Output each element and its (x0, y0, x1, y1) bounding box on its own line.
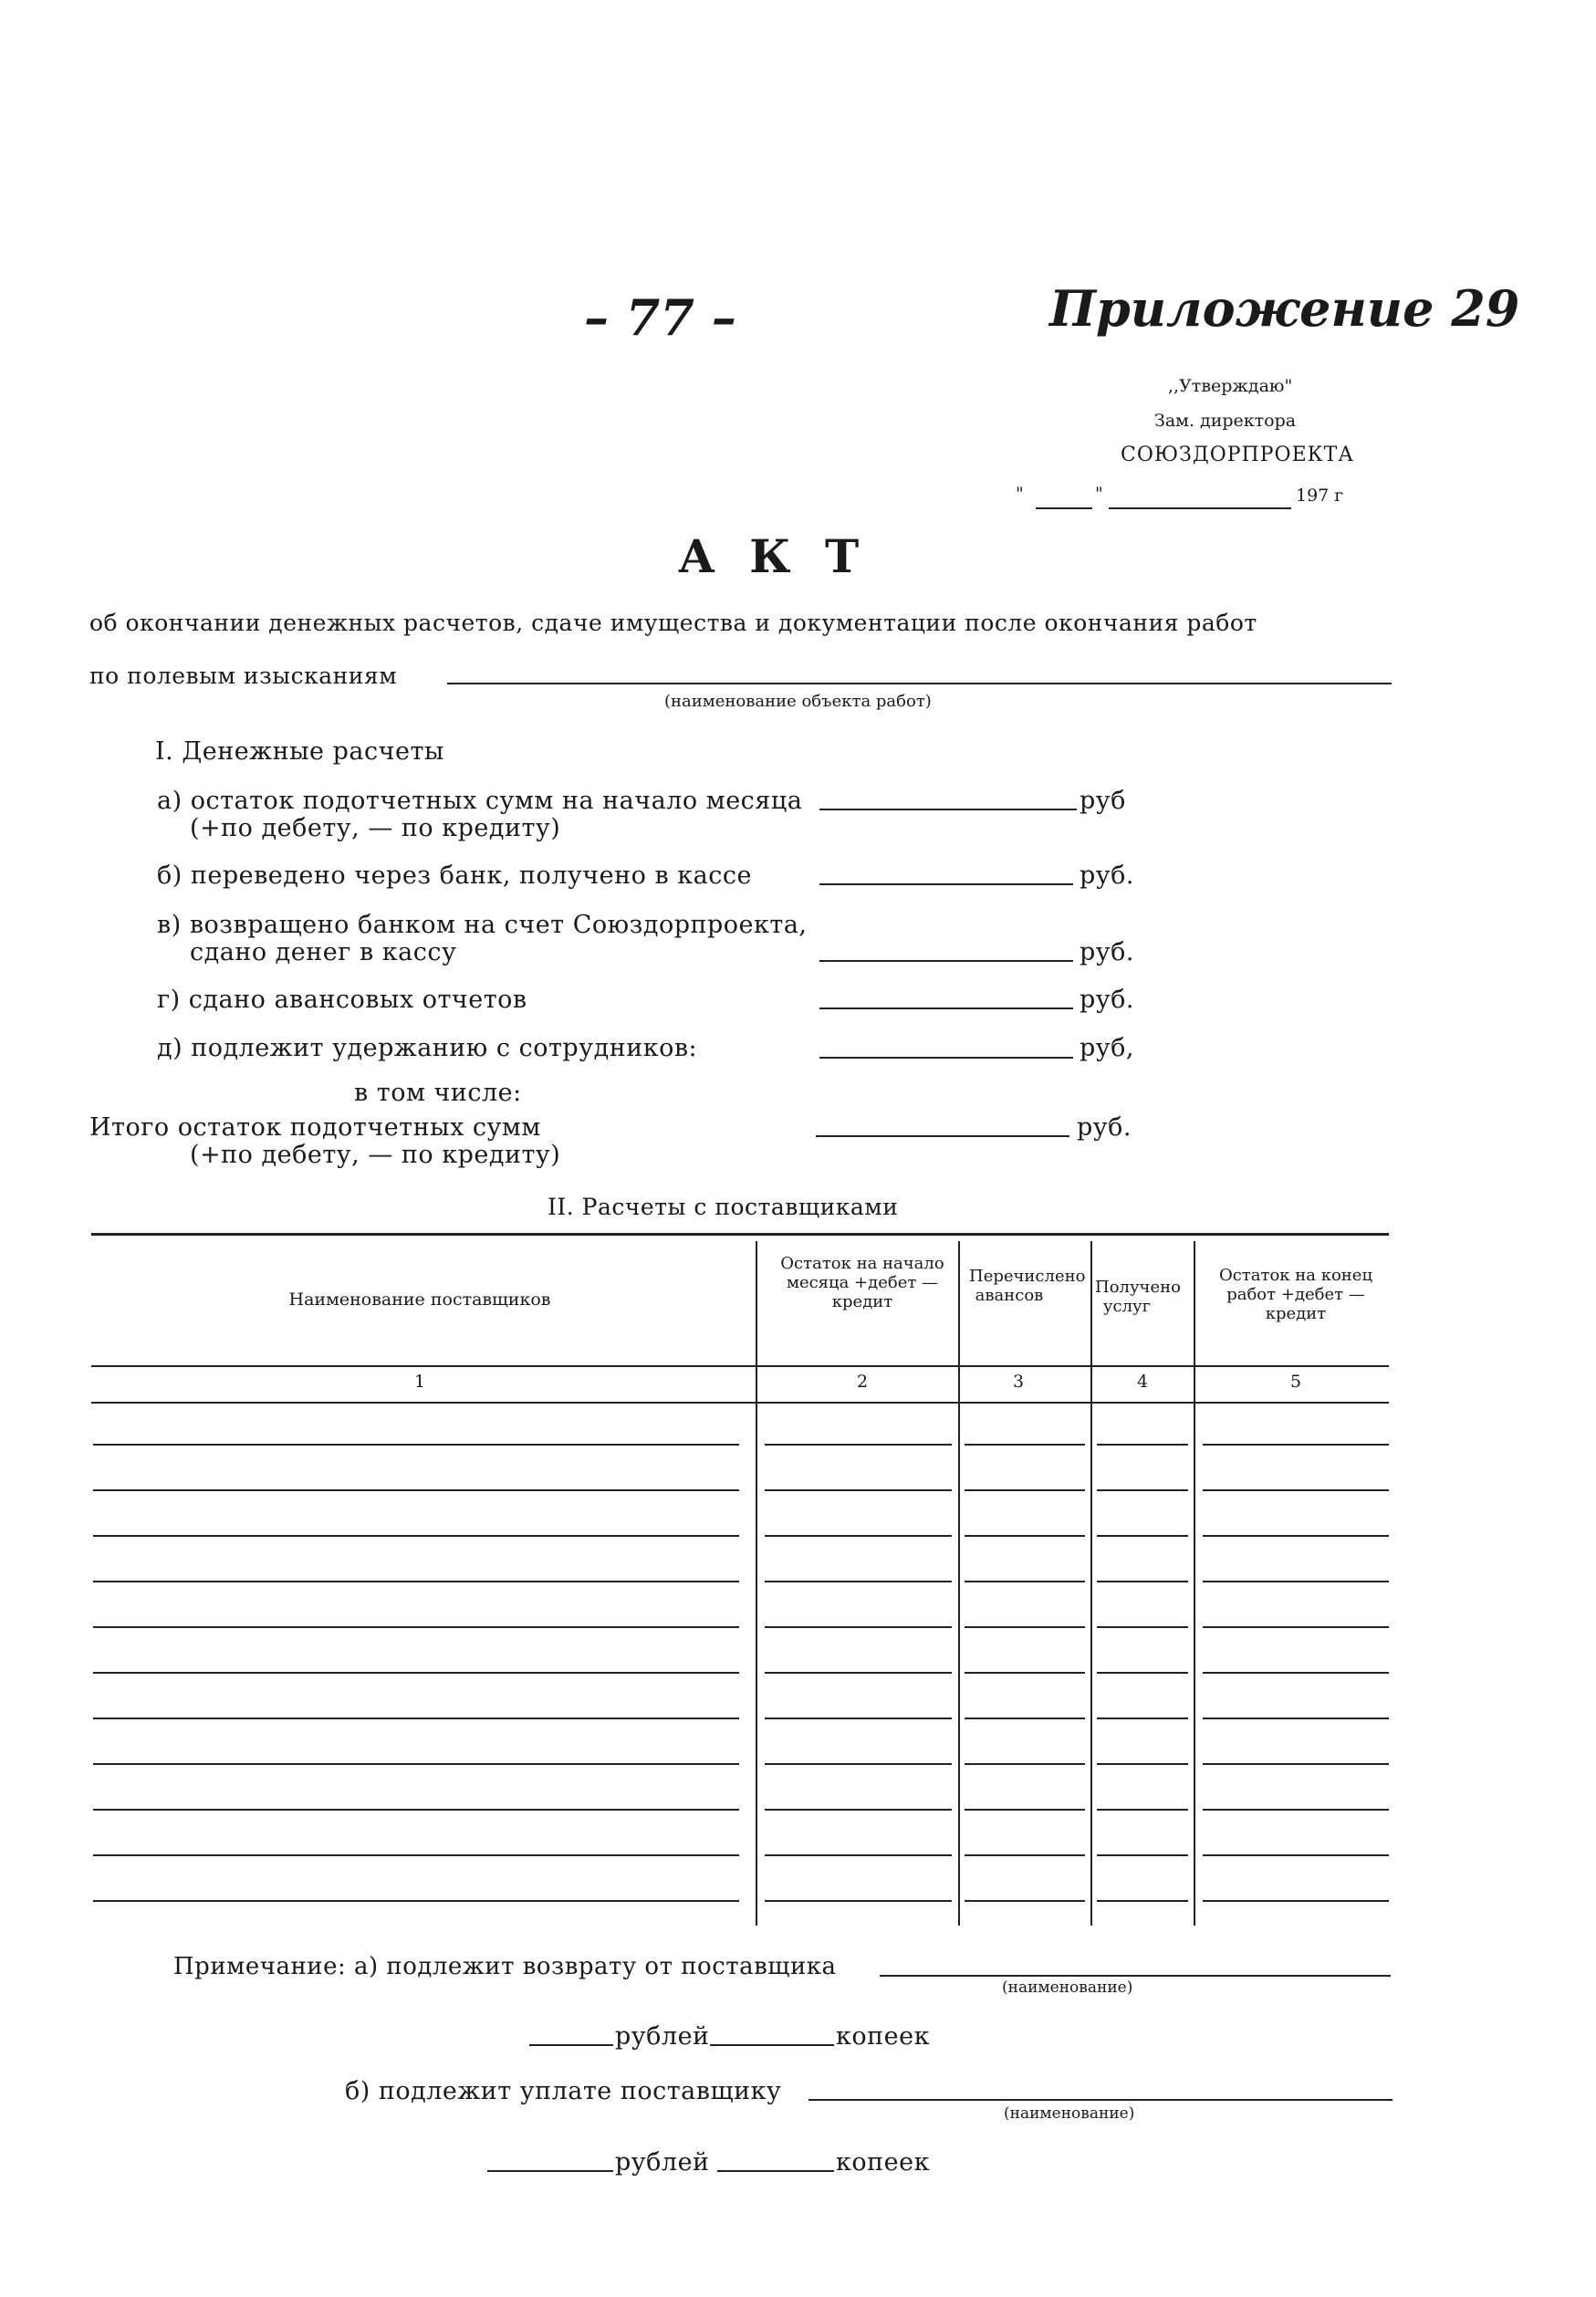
table-row-line (93, 1718, 739, 1719)
subtitle-line-1: об окончании денежных расчетов, сдаче имущества и документации после окончания работ (89, 610, 1257, 636)
table-row-line (1097, 1626, 1188, 1628)
col5-number: 5 (1289, 1372, 1302, 1392)
table-row-line (965, 1626, 1085, 1628)
object-name-line (447, 683, 1392, 684)
item-e-unit: руб, (1080, 1034, 1135, 1062)
table-row-line (965, 1900, 1085, 1902)
total-label-2: (+по дебету, — по кредиту) (190, 1141, 561, 1169)
table-row-line (1097, 1763, 1188, 1765)
item-a-label: а) остаток подотчетных сумм на начало месяца (157, 787, 803, 815)
item-e-label: д) подлежит удержанию с сотрудников: (157, 1034, 698, 1062)
col-divider-2 (958, 1241, 960, 1926)
col-divider-3 (1090, 1241, 1092, 1926)
table-row-line (765, 1489, 952, 1491)
col2-number: 2 (856, 1372, 869, 1392)
table-row-line (965, 1489, 1085, 1491)
table-row-line (1203, 1626, 1389, 1628)
col5-header: Остаток на конец работ +дебет —кредит (1218, 1266, 1373, 1323)
table-row-line (1203, 1718, 1389, 1719)
note-a-label: Примечание: а) подлежит возврату от поставщика (173, 1953, 837, 1980)
table-top-rule (91, 1233, 1389, 1236)
table-row-line (1203, 1900, 1389, 1902)
table-row-line (93, 1581, 739, 1582)
item-a-unit: руб (1080, 787, 1126, 815)
table-row-line (965, 1581, 1085, 1582)
table-row-line (1097, 1718, 1188, 1719)
table-row-line (765, 1581, 952, 1582)
item-a-label-2: (+по дебету, — по кредиту) (190, 814, 561, 842)
table-row-line (965, 1763, 1085, 1765)
item-c-value-line (819, 960, 1073, 962)
table-row-line (765, 1854, 952, 1856)
in-that-label: в том числе: (354, 1079, 522, 1107)
col1-number: 1 (413, 1372, 426, 1392)
table-row-line (93, 1489, 739, 1491)
table-row-line (765, 1535, 952, 1537)
approval-year: 197 г (1296, 486, 1344, 506)
appendix-label: Приложение 29 (1049, 279, 1520, 338)
section2-heading: II. Расчеты с поставщиками (548, 1194, 899, 1220)
table-row-line (93, 1444, 739, 1446)
note-a-kop: копеек (836, 2022, 930, 2051)
table-row-line (1203, 1581, 1389, 1582)
item-b-label: б) переведено через банк, получено в кассе (157, 861, 752, 890)
table-row-line (1203, 1809, 1389, 1811)
table-row-line (1097, 1444, 1188, 1446)
table-row-line (93, 1763, 739, 1765)
item-a-value-line (819, 809, 1077, 810)
object-caption: (наименование объекта работ) (664, 692, 932, 711)
item-b-unit: руб. (1080, 861, 1135, 890)
note-b-caption: (наименование) (1004, 2104, 1135, 2123)
table-row-line (1097, 1900, 1188, 1902)
table-row-line (1097, 1672, 1188, 1674)
note-b-kop: копеек (836, 2148, 930, 2177)
table-row-line (1203, 1489, 1389, 1491)
item-c-label-2: сдано денег в кассу (190, 938, 457, 966)
item-d-unit: руб. (1080, 986, 1135, 1014)
approval-day-line (1036, 507, 1092, 509)
table-row-line (965, 1535, 1085, 1537)
table-row-line (765, 1809, 952, 1811)
col3-number: 3 (1012, 1372, 1025, 1392)
table-row-line (93, 1626, 739, 1628)
note-a-kop-line (710, 2044, 834, 2046)
approval-date-open-quote: " (1016, 484, 1024, 504)
note-a-caption: (наименование) (1002, 1979, 1133, 1997)
subtitle-line-2: по полевым изысканиям (89, 663, 398, 689)
note-b-name-line (808, 2099, 1393, 2101)
table-row-line (765, 1900, 952, 1902)
note-b-label: б) подлежит уплате поставщику (345, 2077, 782, 2105)
table-row-line (965, 1718, 1085, 1719)
col4-header: Получено услуг (1095, 1278, 1181, 1316)
section1-heading: I. Денежные расчеты (155, 737, 444, 766)
note-b-rub-line (487, 2170, 613, 2172)
table-row-line (1203, 1444, 1389, 1446)
table-row-line (1097, 1489, 1188, 1491)
item-c-unit: руб. (1080, 938, 1135, 966)
approval-position: Зам. директора (1154, 411, 1297, 431)
total-label: Итого остаток подотчетных сумм (89, 1113, 541, 1142)
table-row-line (765, 1444, 952, 1446)
col3-header: Перечислено авансов (969, 1267, 1086, 1305)
table-row-line (93, 1809, 739, 1811)
table-row-line (765, 1763, 952, 1765)
approval-approve: ,,Утверждаю" (1168, 376, 1293, 396)
table-row-line (1097, 1581, 1188, 1582)
note-b-rub: рублей (615, 2148, 710, 2177)
table-row-line (965, 1672, 1085, 1674)
note-a-rub-line (529, 2044, 613, 2046)
table-row-line (1097, 1809, 1188, 1811)
table-row-line (93, 1900, 739, 1902)
document-title: А К Т (678, 529, 869, 583)
table-row-line (1097, 1535, 1188, 1537)
note-a-name-line (880, 1975, 1391, 1977)
col1-header: Наименование поставщиков (288, 1289, 551, 1310)
total-value-line (816, 1135, 1069, 1137)
table-row-line (965, 1809, 1085, 1811)
table-row-line (1203, 1672, 1389, 1674)
table-row-line (765, 1718, 952, 1719)
col-divider-1 (756, 1241, 757, 1926)
col-divider-4 (1194, 1241, 1195, 1926)
table-row-line (965, 1444, 1085, 1446)
item-d-value-line (819, 1008, 1073, 1009)
table-row-line (1203, 1854, 1389, 1856)
item-d-label: г) сдано авансовых отчетов (157, 986, 527, 1014)
table-row-line (765, 1626, 952, 1628)
approval-org: СОЮЗДОРПРОЕКТА (1121, 444, 1354, 466)
col4-number: 4 (1136, 1372, 1149, 1392)
item-e-value-line (819, 1057, 1073, 1059)
total-unit: руб. (1077, 1113, 1132, 1142)
page-number: – 77 – (584, 288, 736, 347)
table-row-line (93, 1535, 739, 1537)
table-row-line (93, 1854, 739, 1856)
item-c-label: в) возвращено банком на счет Союздорпроекта, (157, 911, 808, 939)
table-row-line (765, 1672, 952, 1674)
approval-month-line (1109, 507, 1291, 509)
note-b-kop-line (717, 2170, 834, 2172)
table-row-line (1097, 1854, 1188, 1856)
col2-header: Остаток на начало месяца +дебет —кредит (780, 1254, 944, 1311)
note-a-rub: рублей (615, 2022, 710, 2051)
approval-date-close-quote: " (1095, 484, 1103, 504)
item-b-value-line (819, 883, 1073, 885)
table-row-line (93, 1672, 739, 1674)
table-row-line (1203, 1535, 1389, 1537)
table-row-line (965, 1854, 1085, 1856)
table-row-line (1203, 1763, 1389, 1765)
